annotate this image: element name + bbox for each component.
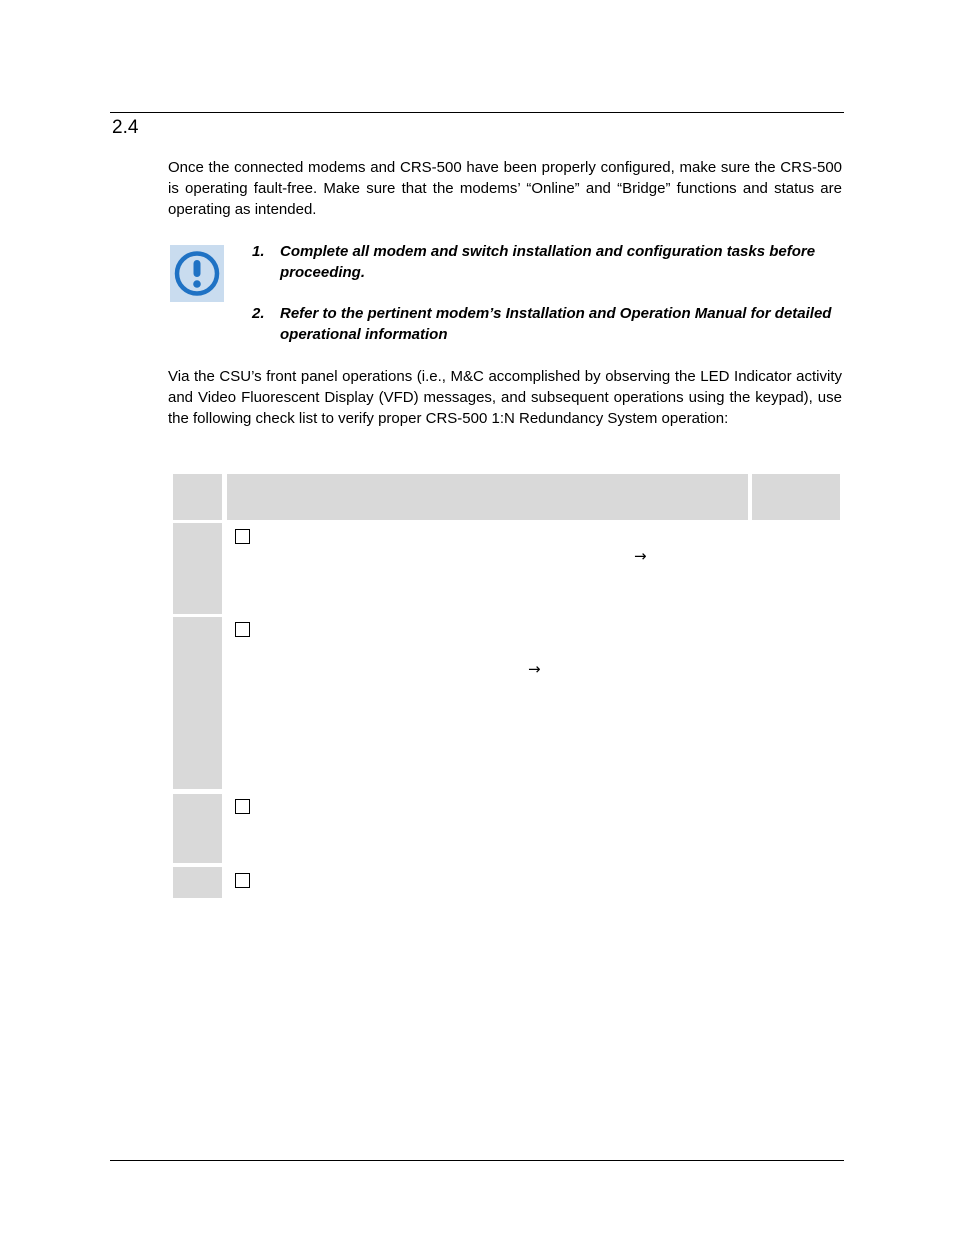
checklist-step-cell bbox=[173, 617, 222, 789]
header-rule bbox=[110, 112, 844, 113]
checklist-checkbox[interactable] bbox=[235, 622, 250, 637]
section-number: 2.4 bbox=[112, 117, 139, 138]
arrow-right-icon: → bbox=[528, 660, 541, 678]
checklist-checkbox[interactable] bbox=[235, 799, 250, 814]
checklist-header-task-cell bbox=[227, 474, 748, 520]
footer-rule bbox=[110, 1160, 844, 1161]
notice-list bbox=[250, 241, 845, 345]
notice-item bbox=[250, 241, 845, 283]
notice-item-text: Complete all modem and switch installation and configuration tasks before proceeding. bbox=[280, 243, 816, 281]
procedure-paragraph: Via the CSU’s front panel operations (i.e., M&C accomplished by observing the LED Indicator activity and Video Fluorescent Display (VFD) messages, and subsequent operations using the keypad), use the following check list to verify proper CRS-500 1:N Redundancy System operation: bbox=[168, 368, 842, 427]
checklist-step-cell bbox=[173, 867, 222, 898]
checklist-header-result-cell bbox=[752, 474, 840, 520]
notice-item bbox=[250, 303, 845, 345]
checklist-step-cell bbox=[173, 794, 222, 863]
checklist-checkbox[interactable] bbox=[235, 529, 250, 544]
exclamation-circle-icon bbox=[170, 245, 224, 302]
notice-item-text: Refer to the pertinent modem’s Installation and Operation Manual for detailed operational information bbox=[280, 305, 832, 343]
intro-paragraph: Once the connected modems and CRS-500 have been properly configured, make sure the CRS-500 is operating fault-free. Make sure that the modems’ “Online” and “Bridge” functions and status are operating as intended. bbox=[168, 159, 842, 218]
arrow-right-icon: → bbox=[634, 547, 647, 565]
checklist-step-cell bbox=[173, 523, 222, 614]
checklist-checkbox[interactable] bbox=[235, 873, 250, 888]
notice-item-number: 1. bbox=[252, 243, 265, 260]
notice-item-number: 2. bbox=[252, 305, 265, 322]
checklist-header-step-cell bbox=[173, 474, 222, 520]
